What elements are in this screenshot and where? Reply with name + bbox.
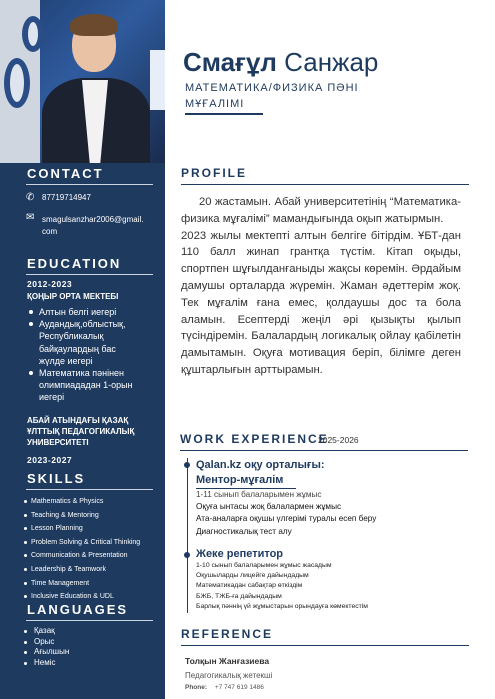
- skill-label: Teaching & Mentoring: [31, 511, 99, 519]
- job-2-duty: [196, 592, 368, 602]
- language-label: Неміс: [34, 657, 56, 667]
- education-period-2: 2023-2027: [27, 455, 73, 465]
- job-1-duties: [196, 489, 376, 538]
- skill-label: Time Management: [31, 579, 90, 587]
- job-1-title: [196, 458, 325, 488]
- language-item: [22, 647, 162, 658]
- job-1-duty-text: Диагностикалық тест алу: [196, 526, 292, 536]
- job-1-duty: [196, 489, 376, 501]
- job-2-duty: [196, 561, 368, 571]
- language-label: Қазақ: [34, 626, 55, 635]
- skill-item: [22, 509, 162, 523]
- education-bullet-line: [27, 367, 162, 379]
- education-bullet-line: [27, 330, 162, 342]
- education-bullet-line: [27, 318, 162, 330]
- education-bullet-text: Аудандық,облыстық,: [39, 319, 126, 330]
- bullet-icon: [24, 527, 27, 530]
- education-bullet-text: Алтын белгі иегері: [39, 307, 117, 317]
- bullet-icon: [24, 662, 27, 665]
- email-line-1: smagulsanzhar2006@gmail.: [42, 215, 144, 224]
- profile-paragraph-2: 2023 жылы мектепті алтын белгіге бітірдім. ҰБТ-дан 110 балл жинап грантқа түстім. Кітап оқыды, спортпен шұғылданғаныды жақсы көремін. Әрдайым дамушы орталарда жүремін. Жаман әдеттерім жоқ. Тек мұғалім ғана емес, қолдаушы дос та бола аламын. Есептерді жеңіл әрі қызықты қылып түсіндіремін. Балалардың логикалық ойлау қабілетін дамытамын. Оқуға мотивация беріп, білімге деген құштарлығын арттырамын.: [181, 229, 461, 376]
- contact-email[interactable]: [42, 214, 144, 238]
- education-bullet-text: олимпиададан 1-орын: [39, 380, 133, 391]
- bullet-icon: [24, 541, 27, 544]
- job-2-duty-text: БЖБ, ТЖБ-ға дайындадым: [196, 592, 282, 600]
- experience-timeline: [187, 458, 188, 613]
- language-item: [22, 626, 162, 637]
- education-bullet-line: [27, 343, 162, 355]
- email-line-2: com: [42, 227, 58, 236]
- languages-heading: LANGUAGES: [27, 602, 129, 617]
- reference-role: Педагогикалық жетекші: [185, 671, 273, 680]
- profile-paragraph-1: 20 жастамын. Абай университетінің “Математика-физика мұғалімі” мамандығында оқып жатырмын.: [181, 196, 461, 225]
- education-bullet-text: иегері: [39, 392, 65, 403]
- skill-item: [22, 563, 162, 577]
- job-1-marker: [184, 462, 190, 468]
- school-2-line-3: УНИВЕРСИТЕТІ: [27, 438, 89, 447]
- job-2-duty-text: Оқушыларды лицейге дайындадым: [196, 572, 309, 580]
- skill-item: [22, 522, 162, 536]
- subtitle-underline: [185, 113, 263, 115]
- job-1-duty: [196, 513, 376, 525]
- name-bold: Смағұл: [183, 47, 277, 77]
- bullet-icon: [24, 630, 27, 633]
- reference-divider: [181, 645, 469, 646]
- education-bullet-text: жүлде иегері: [39, 355, 93, 366]
- skill-item: [22, 536, 162, 550]
- job-1-role: Ментор-мұғалім: [196, 474, 284, 486]
- job-2-marker: [184, 552, 190, 558]
- skill-label: Mathematics & Physics: [31, 498, 104, 505]
- education-bullet-line: [27, 355, 162, 367]
- contact-phone[interactable]: 87719714947: [42, 193, 91, 202]
- skill-item: [22, 495, 162, 509]
- experience-divider: [180, 450, 468, 451]
- sidebar: [0, 0, 165, 699]
- phone-icon: ✆: [26, 192, 35, 203]
- skill-item: [22, 549, 162, 563]
- reference-name: Толқын Жанғазиева: [185, 656, 270, 666]
- skills-list: [22, 495, 162, 604]
- bullet-icon: [24, 651, 27, 654]
- job-2-duties: [196, 561, 368, 612]
- reference-phone[interactable]: +7 747 619 1486: [214, 684, 264, 691]
- job-1-org: Qalan.kz оқу орталығы:: [196, 459, 325, 471]
- profile-divider: [181, 184, 469, 185]
- job-2-duty: [196, 581, 368, 591]
- skills-heading: SKILLS: [27, 471, 86, 486]
- skill-label: Communication & Presentation: [31, 552, 128, 560]
- bullet-icon: [24, 554, 27, 557]
- bullet-icon: [24, 582, 27, 585]
- job-1-duty-text: 1-11 сынып балаларымен жұмыс: [196, 490, 322, 499]
- reference-phone-label: Phone:: [185, 684, 208, 691]
- bullet-icon: [29, 310, 33, 314]
- language-label: Ағылшын: [34, 647, 70, 656]
- job-1-duty-text: Ата-аналарға оқушы үлгерімі туралы есеп беру: [196, 514, 377, 524]
- languages-list: [22, 626, 162, 668]
- education-school-1: ҚОҢЫР ОРТА МЕКТЕБІ: [27, 292, 119, 301]
- bullet-icon: [29, 322, 33, 326]
- job-2-title: Жеке репетитор: [196, 548, 284, 560]
- language-item: [22, 658, 162, 669]
- name-light: Санжар: [284, 47, 379, 77]
- education-bullet-line: [27, 391, 162, 403]
- bullet-icon: [24, 500, 27, 503]
- experience-period: 2025-2026: [318, 435, 359, 445]
- education-bullet-text: байқаулардың бас: [39, 343, 116, 354]
- education-heading: EDUCATION: [27, 256, 122, 271]
- skill-label: Problem Solving & Critical Thinking: [31, 538, 141, 546]
- bullet-icon: [29, 371, 33, 375]
- bullet-icon: [24, 595, 27, 598]
- languages-divider: [26, 620, 153, 621]
- skills-divider: [26, 489, 153, 490]
- job-2-duty-text: Барлық пәннің үй жұмыстарын орындауға көмектестім: [196, 602, 368, 610]
- job-1-duty: [196, 526, 376, 538]
- experience-heading: WORK EXPERIENCE: [180, 432, 329, 446]
- job-1-duty: [196, 501, 376, 513]
- bullet-icon: [24, 514, 27, 517]
- job-2-duty-text: 1-10 сынып балаларымен жұмыс жасадым: [196, 562, 332, 569]
- education-bullet-line: [27, 306, 162, 318]
- language-label: Орыс: [34, 636, 55, 646]
- job-2-duty-text: Математикадан сабақтар өткіздім: [196, 582, 303, 590]
- bullet-icon: [24, 641, 27, 644]
- job-2-duty: [196, 571, 368, 581]
- education-bullet-line: [27, 379, 162, 391]
- education-bullet-text: Математика пәнінен: [39, 368, 125, 379]
- skill-label: Lesson Planning: [31, 525, 83, 533]
- full-name: [183, 47, 378, 78]
- education-achievements: [27, 306, 162, 404]
- job-1-duty-text: Оқуға ынтасы жоқ балалармен жұмыс: [196, 502, 342, 512]
- education-period-1: 2012-2023: [27, 279, 73, 289]
- profile-text: [181, 194, 461, 379]
- email-icon: ✉: [26, 212, 35, 223]
- school-2-line-1: АБАЙ АТЫНДАҒЫ ҚАЗАҚ: [27, 416, 129, 425]
- education-school-2: [27, 415, 134, 448]
- education-divider: [26, 274, 153, 275]
- school-2-line-2: ҰЛТТЫҚ ПЕДАГОГИКАЛЫҚ: [27, 427, 135, 436]
- skill-label: Leadership & Teamwork: [31, 565, 106, 573]
- bullet-icon: [24, 568, 27, 571]
- profile-photo: [0, 0, 165, 163]
- job-subtitle: МАТЕМАТИКА/ФИЗИКА ПӘНІ МҰҒАЛІМІ: [185, 82, 359, 110]
- skill-label: Inclusive Education & UDL: [31, 593, 114, 601]
- reference-phone-row: [185, 684, 264, 691]
- reference-heading: REFERENCE: [181, 627, 274, 641]
- language-item: [22, 637, 162, 648]
- skill-item: [22, 577, 162, 591]
- contact-heading: CONTACT: [27, 166, 104, 181]
- contact-divider: [26, 184, 153, 185]
- education-bullet-text: Республикалық: [39, 331, 104, 342]
- profile-heading: PROFILE: [181, 166, 248, 180]
- job-2-duty: [196, 602, 368, 612]
